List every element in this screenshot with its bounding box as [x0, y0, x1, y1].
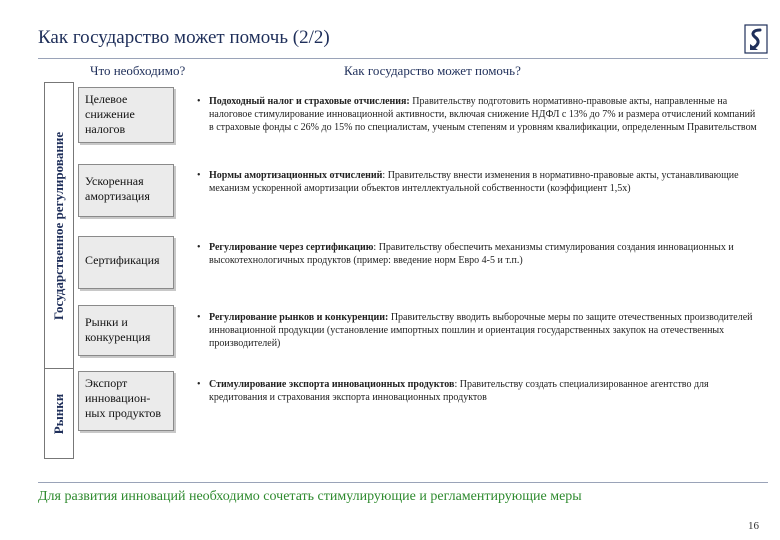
need-box-markets-competition: Рынки и конкуренция [78, 305, 174, 356]
need-box-export: Экспорт инновацион-ных продуктов [78, 371, 174, 431]
measure-heading: Стимулирование экспорта инновационных продуктов [209, 379, 455, 390]
measure-item-markets [197, 312, 757, 350]
measure-text: Правительству вводить выборочные меры по защите отечественных производителей инновационной продукции (установление импортных пошлин и ориентация государственных закупок на отечественных производителей) [209, 312, 753, 349]
column-header-government: Как государство может помочь? [344, 63, 521, 78]
title-divider [38, 58, 768, 59]
bullet: • [197, 242, 201, 253]
measure-heading: Нормы амортизационных отчислений [209, 170, 383, 181]
measure-item-certification [197, 242, 757, 268]
bullet: • [197, 312, 201, 323]
band-government-label: Государственное регулирование [51, 131, 66, 320]
measure-item-tax [197, 96, 757, 134]
measure-text: : Правительству обеспечить механизмы стимулирования создания инновационных и высокотехнологичных продуктов (пример: введение норм Евро 4-5 и т.п.) [209, 242, 734, 266]
bullet: • [197, 379, 201, 390]
measure-item-depreciation [197, 170, 757, 196]
measure-text: : Правительству внести изменения в нормативно-правовые акты, устанавливающие механизм ускоренной амортизации объектов интеллектуальной собственности (коэффициент 1,5х) [209, 170, 739, 194]
band-markets-label: Рынки [51, 393, 66, 434]
column-header-needs: Что необходимо? [90, 63, 186, 78]
bullet: • [197, 170, 201, 181]
measure-text: : Правительству создать специализированное агентство для кредитования и страхования экспорта инновационных продуктов [209, 379, 709, 403]
band-government-regulation [44, 82, 74, 369]
conclusion-text: Для развития инноваций необходимо сочетать стимулирующие и регламентирующие меры [38, 489, 582, 504]
corporate-logo-icon [744, 24, 768, 54]
measure-heading: Подоходный налог и страховые отчисления: [209, 96, 410, 107]
measure-text: Правительству подготовить нормативно-правовые акты, направленные на налоговое стимулирование инновационной активности, включая снижение НДФЛ с 13% до 7% и размера отчислений компаний в страховые фонды с 26% до 15% по специалистам, ученым степеням и уровням квалификации, определенным Правительством [209, 96, 757, 133]
measure-heading: Регулирование через сертификацию [209, 242, 374, 253]
need-box-tax-reduction: Целевое снижение налогов [78, 87, 174, 143]
need-box-accelerated-depreciation: Ускоренная амортизация [78, 164, 174, 217]
page-title: Как государство может помочь (2/2) [38, 27, 330, 48]
band-markets [44, 368, 74, 459]
bullet: • [197, 96, 201, 107]
need-box-certification: Сертификация [78, 236, 174, 289]
measure-heading: Регулирование рынков и конкуренции: [209, 312, 389, 323]
page-number: 16 [748, 520, 759, 532]
bottom-divider [38, 482, 768, 483]
measure-item-export [197, 379, 757, 405]
